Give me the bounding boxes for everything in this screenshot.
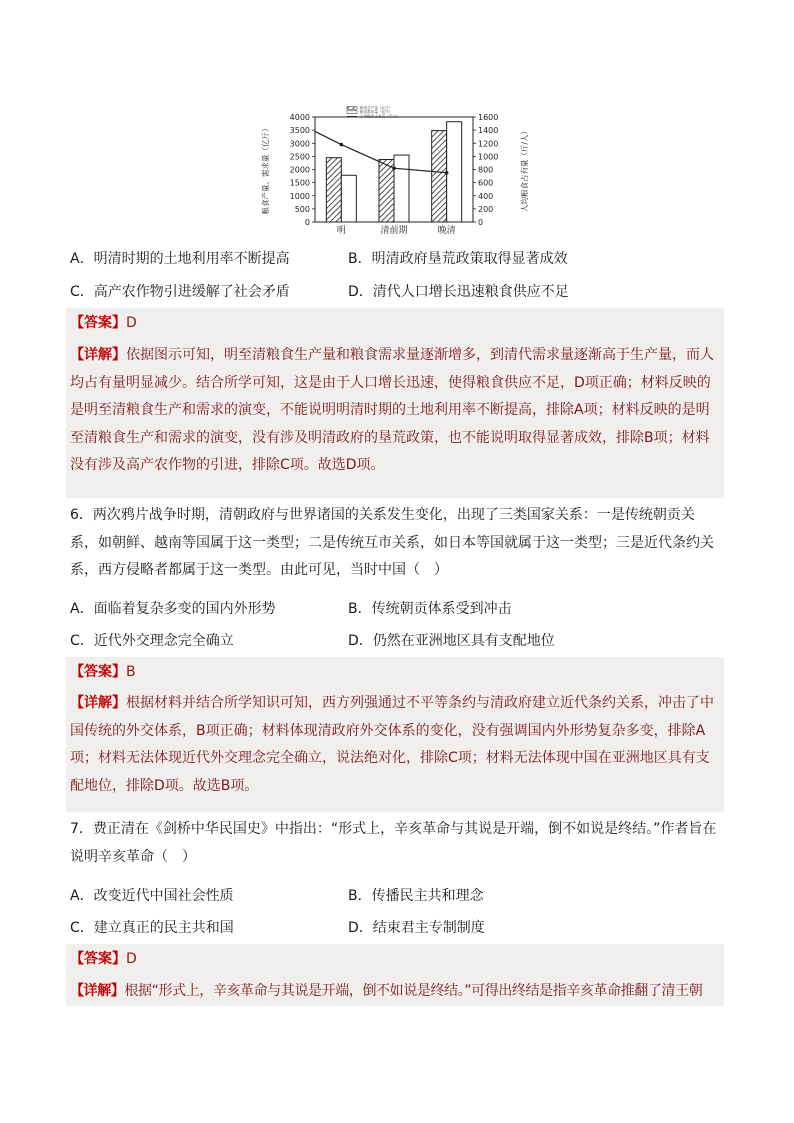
y-tick-label-left: 1500: [289, 178, 310, 188]
line-point: [392, 166, 396, 170]
q5-option-d[interactable]: D．清代人口增长迅速粮食供应不足: [348, 284, 569, 300]
legend-label: 粮食需求量（亿斤）: [360, 110, 393, 115]
y-tick-label-left: 1000: [289, 191, 310, 201]
q7-option-d[interactable]: D．结束君主专制制度: [348, 920, 485, 936]
answer-value: B: [126, 664, 136, 680]
legend-label: 人均粮食占有量（斤/人）: [360, 114, 401, 119]
answer-value: D: [126, 315, 137, 331]
q6-option-b[interactable]: B．传统朝贡体系受到冲击: [348, 601, 512, 617]
grain-chart: [255, 104, 535, 234]
q7-option-c[interactable]: C．建立真正的民主共和国: [70, 920, 234, 936]
q6-stem: 6．两次鸦片战争时期，清朝政府与世界诸国的关系发生变化，出现了三类国家关系：一是传统朝贡关系，如朝鲜、越南等国属于这一类型；二是传统互市关系，如日本等国就属于这一类型；三是近代条约关系，西方侵略者都属于这一类型。由此可见，当时中国（ ）: [70, 507, 714, 578]
explain-tag: 【详解】: [70, 347, 126, 363]
q5-explanation: [70, 342, 722, 480]
x-tick-label: 明: [336, 226, 346, 234]
y-tick-label-left: 3000: [289, 139, 310, 149]
q5-option-a[interactable]: A．明清时期的土地利用率不断提高: [70, 251, 290, 267]
legend-label: 粮食总产量（亿斤）: [360, 106, 393, 110]
q6-option-c[interactable]: C．近代外交理念完全确立: [70, 633, 234, 649]
x-tick-label: 清前期: [380, 226, 408, 234]
q6-option-d[interactable]: D．仍然在亚洲地区具有支配地位: [348, 633, 555, 649]
y-tick-label-right: 400: [478, 191, 494, 201]
q7-option-b[interactable]: B．传播民主共和理念: [348, 888, 484, 904]
answer-tag: 【答案】: [70, 664, 126, 680]
q5-option-c[interactable]: C．高产农作物引进缓解了社会矛盾: [70, 284, 290, 300]
legend-swatch: [347, 107, 357, 110]
q5-option-b[interactable]: B．明清政府垦荒政策取得显著成效: [348, 251, 568, 267]
y-tick-label-right: 1200: [478, 139, 499, 149]
bar: [341, 175, 356, 222]
y-tick-label-right: 1000: [478, 152, 499, 162]
line-point: [445, 171, 449, 175]
y-tick-label-right: 1400: [478, 126, 499, 136]
legend-swatch: [347, 111, 357, 114]
y-tick-label-right: 200: [478, 204, 494, 214]
q7-stem: 7．费正清在《剑桥中华民国史》中指出：“形式上，辛亥革命与其说是开端，倒不如说是终结。”作者旨在说明辛亥革命（ ）: [70, 821, 717, 865]
q6-answer: [70, 662, 136, 682]
bar: [326, 158, 341, 222]
y-tick-label-right: 600: [478, 178, 494, 188]
q7-option-a[interactable]: A．改变近代中国社会性质: [70, 888, 234, 904]
explain-tag: 【详解】: [70, 695, 126, 711]
answer-tag: 【答案】: [70, 315, 126, 331]
bar: [379, 160, 394, 222]
explain-tag: 【详解】: [70, 983, 125, 999]
x-tick-label: 晚清: [437, 226, 456, 234]
q6-option-a[interactable]: A．面临着复杂多变的国内外形势: [70, 601, 276, 617]
line-point: [340, 143, 344, 147]
y-tick-label-left: 2500: [289, 152, 310, 162]
y-tick-label-left: 0: [304, 218, 310, 227]
q7-explanation: [70, 978, 722, 1006]
y-tick-label-right: 0: [478, 218, 484, 227]
explain-text: 根据“形式上，辛亥革命与其说是开端，倒不如说是终结。”可得出终结是指辛亥革命推翻了清王朝: [124, 983, 703, 999]
y-tick-label-right: 1600: [478, 113, 499, 122]
y-axis-title-right: 人均粮食占有量（斤/人）: [520, 126, 529, 213]
answer-tag: 【答案】: [70, 951, 126, 967]
bar: [432, 131, 447, 222]
explain-text: 依据图示可知，明至清粮食生产量和粮食需求量逐渐增多，到清代需求量逐渐高于生产量，而人均占有量明显减少。结合所学可知，这是由于人口增长迅速，使得粮食供应不足，D项正确；材料反映的是明至清粮食生产和需求的演变，不能说明明清时期的土地利用率不断提高，排除A项；材料反映的是明至清粮食生产和需求的演变，没有涉及明清政府的垦荒政策，也不能说明取得显著成效，排除B项；材料没有涉及高产农作物的引进，排除C项。故选D项。: [70, 347, 714, 473]
y-tick-label-left: 4000: [289, 113, 310, 122]
q7-answer: [70, 949, 137, 969]
bar: [394, 155, 409, 222]
y-tick-label-left: 500: [294, 204, 310, 214]
q5-answer: [70, 313, 137, 333]
y-axis-title-left: 粮食产量、需求量（亿斤）: [261, 124, 270, 215]
answer-value: D: [126, 951, 137, 967]
y-tick-label-right: 800: [478, 165, 494, 175]
q6-explanation: [70, 690, 722, 800]
bar: [447, 122, 462, 222]
y-tick-label-left: 2000: [289, 165, 310, 175]
y-tick-label-left: 3500: [289, 126, 310, 136]
explain-text: 根据材料并结合所学知识可知，西方列强通过不平等条约与清政府建立近代条约关系，冲击了中国传统的外交体系，B项正确；材料体现清政府外交体系的变化，没有强调国内外形势复杂多变，排除A项；材料无法体现近代外交理念完全确立，说法绝对化，排除C项；材料无法体现中国在亚洲地区具有支配地位，排除D项。故选B项。: [70, 695, 714, 794]
